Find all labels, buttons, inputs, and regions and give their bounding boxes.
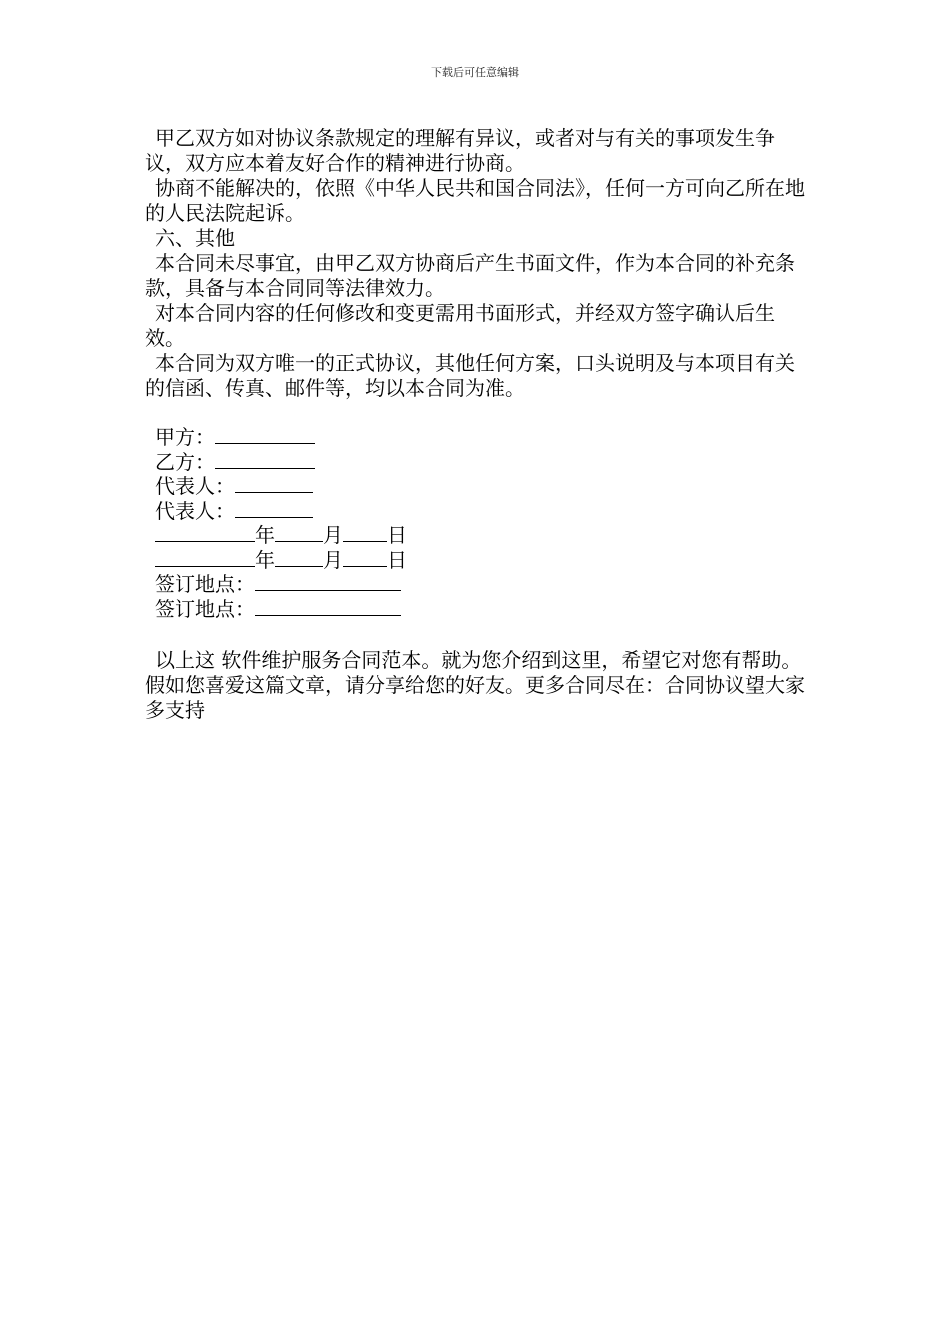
date-b-month-label: 月	[323, 547, 343, 572]
contract-body	[145, 126, 805, 401]
paragraph-litigation: 协商不能解决的，依照《中华人民共和国合同法》，任何一方可向乙所在地的人民法院起诉。	[145, 176, 805, 225]
paragraph-entire-agreement: 本合同为双方唯一的正式协议，其他任何方案，口头说明及与本项目有关的信函、传真、邮件等，均以本合同为准。	[145, 351, 795, 400]
closing-section	[145, 648, 805, 723]
paragraph-dispute: 甲乙双方如对协议条款规定的理解有异议，或者对与有关的事项发生争议，双方应本着友好合作的精神进行协商。	[145, 126, 775, 175]
date-b-day-blank	[343, 548, 387, 567]
party-a-label: 甲方：	[155, 425, 215, 449]
party-b-label: 乙方：	[155, 449, 215, 474]
place-b-line	[155, 597, 407, 622]
paragraph-amendment: 对本合同内容的任何修改和变更需用书面形式，并经双方签字确认后生效。	[145, 301, 775, 350]
date-a-year-blank	[155, 523, 255, 542]
date-b-month-blank	[275, 548, 323, 567]
party-a-blank	[215, 425, 315, 444]
date-a-year-label: 年	[255, 523, 275, 547]
date-b-year-label: 年	[255, 547, 275, 572]
date-b-line	[155, 548, 407, 573]
signature-block	[155, 425, 407, 621]
rep-b-line	[155, 499, 407, 524]
paragraph-supplement: 本合同未尽事宜，由甲乙双方协商后产生书面文件，作为本合同的补充条款，具备与本合同同等法律效力。	[145, 251, 795, 300]
date-a-day-blank	[343, 523, 387, 542]
rep-b-blank	[235, 499, 313, 518]
rep-b-label: 代表人：	[155, 498, 235, 523]
section-heading-other: 六、其他	[155, 226, 235, 250]
rep-a-label: 代表人：	[155, 474, 235, 498]
party-b-blank	[215, 450, 315, 469]
party-b-line	[155, 450, 407, 475]
date-a-day-label: 日	[387, 523, 407, 547]
rep-a-line	[155, 474, 407, 499]
place-a-label: 签订地点：	[155, 572, 255, 596]
place-a-blank	[255, 572, 401, 591]
date-b-year-blank	[155, 548, 255, 567]
place-a-line	[155, 572, 407, 597]
rep-a-blank	[235, 474, 313, 493]
date-a-month-blank	[275, 523, 323, 542]
date-a-month-label: 月	[323, 523, 343, 547]
date-a-line	[155, 523, 407, 548]
place-b-blank	[255, 597, 401, 616]
place-b-label: 签订地点：	[155, 596, 255, 621]
date-b-day-label: 日	[387, 547, 407, 572]
page-header-note: 下载后可任意编辑	[431, 66, 519, 79]
closing-paragraph: 以上这 软件维护服务合同范本。就为您介绍到这里，希望它对您有帮助。假如您喜爱这篇文章，请分享给您的好友。更多合同尽在：合同协议望大家多支持	[145, 648, 805, 722]
party-a-line	[155, 425, 407, 450]
